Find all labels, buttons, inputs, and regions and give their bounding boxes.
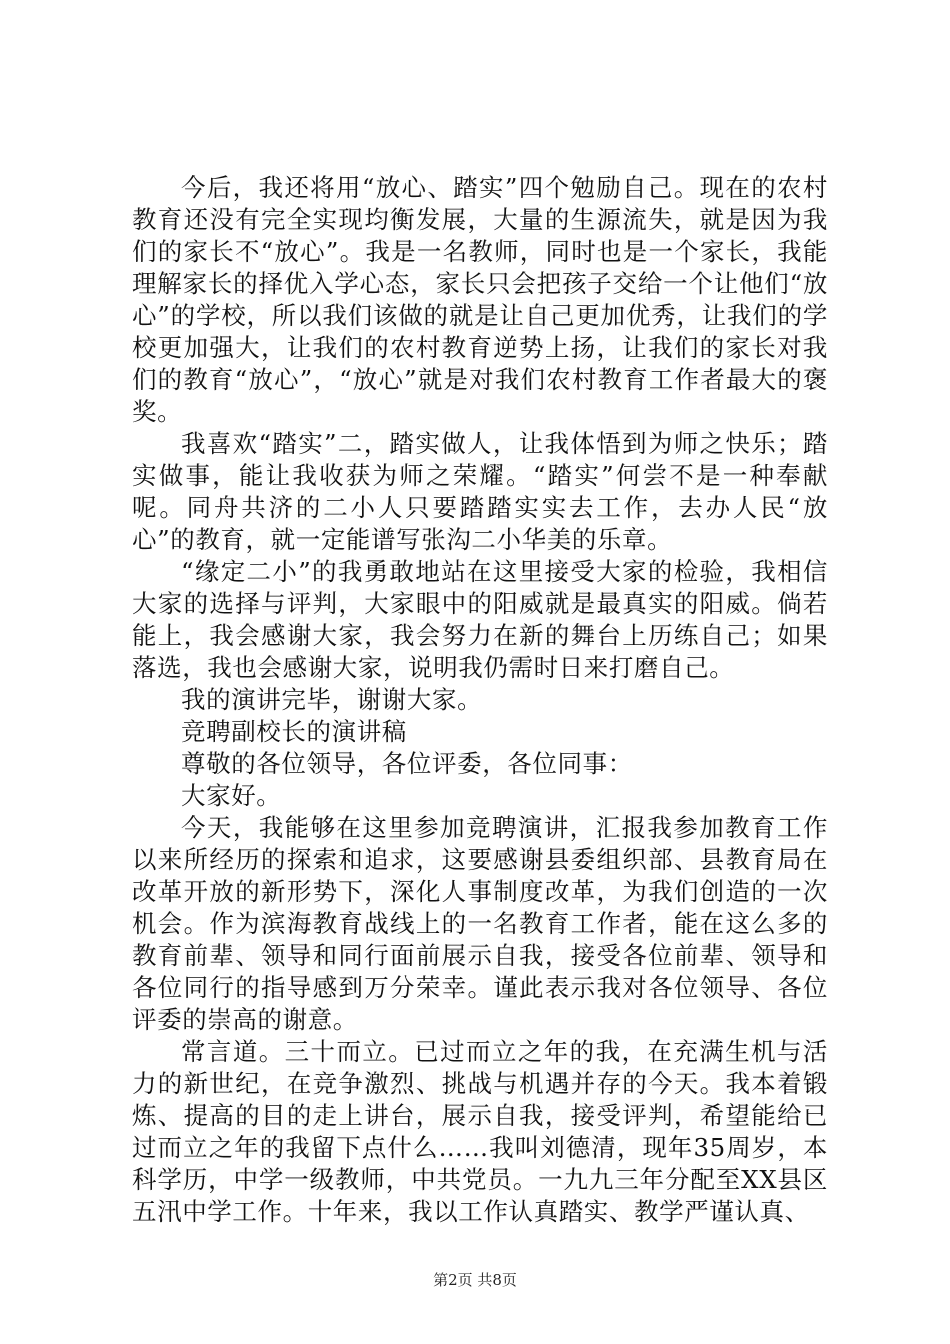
paragraph: 我喜欢“踏实”二，踏实做人，让我体悟到为师之快乐；踏实做事，能让我收获为师之荣耀。“踏实”何尝不是一种奉献呢。同舟共济的二小人只要踏踏实实去工作，去办人民“放心”的教育，就一定能谱写张沟二小华美的乐章。 <box>132 429 828 554</box>
salutation: 尊敬的各位领导，各位评委，各位同事： <box>181 749 633 778</box>
page-number-footer: 第2页 共8页 <box>433 1271 517 1289</box>
paragraph: 常言道。三十而立。已过而立之年的我，在充满生机与活力的新世纪，在竞争激烈、挑战与机遇并存的今天。我本着锻炼、提高的目的走上讲台，展示自我，接受评判，希望能给已过而立之年的我留下点什么……我叫刘德清，现年35周岁，本科学历，中学一级教师，中共党员。一九九三年分配至XX县区五汛中学工作。十年来，我以工作认真踏实、教学严谨认真、 <box>132 1037 828 1226</box>
document-body <box>132 172 828 1228</box>
paragraph: 今后，我还将用“放心、踏实”四个勉励自己。现在的农村教育还没有完全实现均衡发展，大量的生源流失，就是因为我们的家长不“放心”。我是一名教师，同时也是一个家长，我能理解家长的择优入学心态，家长只会把孩子交给一个让他们“放心”的学校，所以我们该做的就是让自己更加优秀，让我们的学校更加强大，让我们的农村教育逆势上扬，让我们的家长对我们的教育“放心”，“放心”就是对我们农村教育工作者最大的褒奖。 <box>132 173 828 426</box>
section-title: 竞聘副校长的演讲稿 <box>181 717 407 746</box>
paragraph: 我的演讲完毕，谢谢大家。 <box>181 685 483 714</box>
paragraph: 今天，我能够在这里参加竞聘演讲，汇报我参加教育工作以来所经历的探索和追求，这要感谢县委组织部、县教育局在改革开放的新形势下，深化人事制度改革，为我们创造的一次机会。作为滨海教育战线上的一名教育工作者，能在这么多的教育前辈、领导和同行面前展示自我，接受各位前辈、领导和各位同行的指导感到万分荣幸。谨此表示我对各位领导、各位评委的崇高的谢意。 <box>132 813 828 1034</box>
greeting: 大家好。 <box>181 781 282 810</box>
paragraph: “缘定二小”的我勇敢地站在这里接受大家的检验，我相信大家的选择与评判，大家眼中的阳威就是最真实的阳威。倘若能上，我会感谢大家，我会努力在新的舞台上历练自己；如果落选，我也会感谢大家，说明我仍需时日来打磨自己。 <box>132 557 828 682</box>
